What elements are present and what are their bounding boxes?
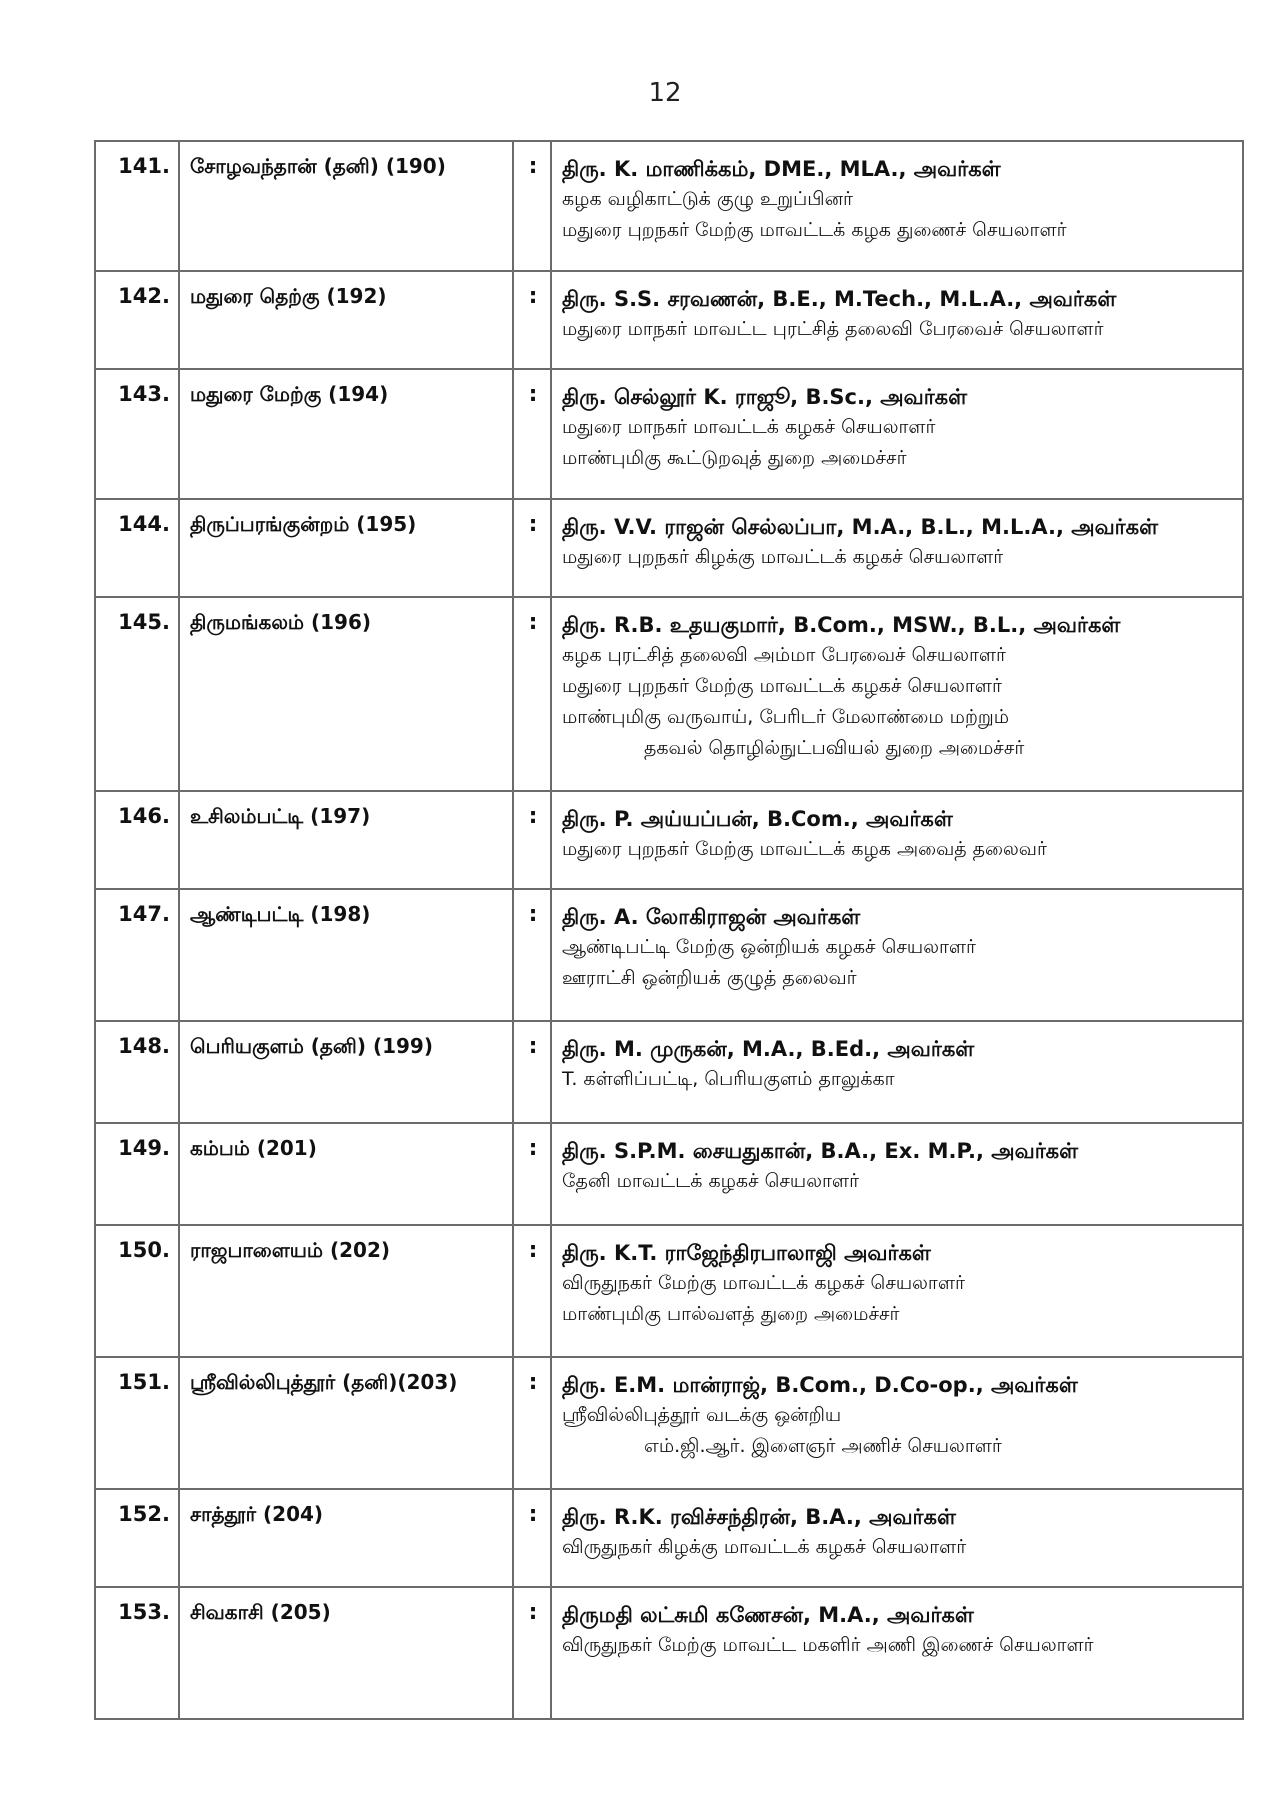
- candidate-name: திரு. S.P.M. சையதுகான், B.A., Ex. M.P., அவர்கள்: [562, 1139, 1079, 1163]
- candidate-name: திரு. செல்லூர் K. ராஜூ, B.Sc., அவர்கள்: [562, 385, 968, 409]
- serial-number: 145.: [95, 597, 179, 791]
- serial-number: 143.: [95, 369, 179, 499]
- table-row: [95, 889, 1243, 1021]
- candidate-info: [551, 499, 1243, 597]
- candidate-table-body: [95, 141, 1243, 1719]
- table-row: [95, 1021, 1243, 1123]
- candidate-position: கழக வழிகாட்டுக் குழு உறுப்பினர்: [562, 188, 853, 210]
- table-row: [95, 499, 1243, 597]
- candidate-position: ஆண்டிபட்டி மேற்கு ஒன்றியக் கழகச் செயலாளர்: [562, 936, 976, 958]
- candidate-info: [551, 889, 1243, 1021]
- separator-colon: :: [513, 1489, 551, 1587]
- candidate-info: [551, 141, 1243, 271]
- table-row: [95, 1489, 1243, 1587]
- candidate-position: மதுரை புறநகர் மேற்கு மாவட்டக் கழக துணைச் செயலாளர்: [562, 219, 1067, 241]
- candidate-position: மதுரை மாநகர் மாவட்ட புரட்சித் தலைவி பேரவைச் செயலாளர்: [562, 318, 1104, 340]
- serial-number: 152.: [95, 1489, 179, 1587]
- constituency-name: சிவகாசி (205): [179, 1587, 513, 1719]
- separator-colon: :: [513, 791, 551, 889]
- candidate-position: எம்.ஜி.ஆர். இளைஞர் அணிச் செயலாளர்: [644, 1435, 1002, 1457]
- separator-colon: :: [513, 1587, 551, 1719]
- separator-colon: :: [513, 1357, 551, 1489]
- table-row: [95, 271, 1243, 369]
- candidate-position: மதுரை மாநகர் மாவட்டக் கழகச் செயலாளர்: [562, 416, 936, 438]
- table-row: [95, 141, 1243, 271]
- table-row: [95, 1587, 1243, 1719]
- candidate-position: ஸ்ரீவில்லிபுத்தூர் வடக்கு ஒன்றிய: [562, 1404, 842, 1426]
- candidate-position: ஊராட்சி ஒன்றியக் குழுத் தலைவர்: [562, 967, 857, 989]
- candidate-position: தேனி மாவட்டக் கழகச் செயலாளர்: [562, 1170, 859, 1192]
- constituency-name: மதுரை தெற்கு (192): [179, 271, 513, 369]
- candidate-info: [551, 369, 1243, 499]
- serial-number: 153.: [95, 1587, 179, 1719]
- constituency-name: ஆண்டிபட்டி (198): [179, 889, 513, 1021]
- candidate-position: விருதுநகர் மேற்கு மாவட்டக் கழகச் செயலாளர்: [562, 1272, 965, 1294]
- candidate-position: கழக புரட்சித் தலைவி அம்மா பேரவைச் செயலாளர்: [562, 644, 1006, 666]
- candidate-info: [551, 1123, 1243, 1225]
- constituency-name: திருப்பரங்குன்றம் (195): [179, 499, 513, 597]
- serial-number: 149.: [95, 1123, 179, 1225]
- candidate-position: தகவல் தொழில்நுட்பவியல் துறை அமைச்சர்: [644, 737, 1025, 759]
- serial-number: 148.: [95, 1021, 179, 1123]
- constituency-name: மதுரை மேற்கு (194): [179, 369, 513, 499]
- constituency-name: திருமங்கலம் (196): [179, 597, 513, 791]
- candidate-position: மாண்புமிகு வருவாய், பேரிடர் மேலாண்மை மற்றும்: [562, 706, 1010, 728]
- separator-colon: :: [513, 369, 551, 499]
- serial-number: 144.: [95, 499, 179, 597]
- separator-colon: :: [513, 141, 551, 271]
- candidate-info: [551, 597, 1243, 791]
- candidate-info: [551, 271, 1243, 369]
- table-row: [95, 369, 1243, 499]
- candidate-position: T. கள்ளிப்பட்டி, பெரியகுளம் தாலுக்கா: [562, 1068, 895, 1090]
- serial-number: 146.: [95, 791, 179, 889]
- candidate-table: [94, 140, 1244, 1720]
- separator-colon: :: [513, 889, 551, 1021]
- serial-number: 150.: [95, 1225, 179, 1357]
- table-row: [95, 597, 1243, 791]
- candidate-position: விருதுநகர் மேற்கு மாவட்ட மகளிர் அணி இணைச் செயலாளர்: [562, 1634, 1094, 1656]
- constituency-name: சோழவந்தான் (தனி) (190): [179, 141, 513, 271]
- candidate-name: திரு. M. முருகன், M.A., B.Ed., அவர்கள்: [562, 1037, 975, 1061]
- candidate-info: [551, 1587, 1243, 1719]
- candidate-name: திரு. R.K. ரவிச்சந்திரன், B.A., அவர்கள்: [562, 1505, 956, 1529]
- candidate-position: மாண்புமிகு கூட்டுறவுத் துறை அமைச்சர்: [562, 447, 907, 469]
- candidate-info: [551, 1021, 1243, 1123]
- candidate-position: மதுரை புறநகர் மேற்கு மாவட்டக் கழகச் செயலாளர்: [562, 675, 1002, 697]
- serial-number: 147.: [95, 889, 179, 1021]
- candidate-info: [551, 1489, 1243, 1587]
- candidate-name: திரு. P. அய்யப்பன், B.Com., அவர்கள்: [562, 807, 953, 831]
- candidate-info: [551, 791, 1243, 889]
- separator-colon: :: [513, 271, 551, 369]
- candidate-name: திருமதி லட்சுமி கணேசன், M.A., அவர்கள்: [562, 1603, 974, 1627]
- candidate-name: திரு. K. மாணிக்கம், DME., MLA., அவர்கள்: [562, 157, 1001, 181]
- candidate-name: திரு. E.M. மான்ராஜ், B.Com., D.Co-op., அவர்கள்: [562, 1373, 1078, 1397]
- separator-colon: :: [513, 1123, 551, 1225]
- separator-colon: :: [513, 1021, 551, 1123]
- constituency-name: உசிலம்பட்டி (197): [179, 791, 513, 889]
- separator-colon: :: [513, 597, 551, 791]
- candidate-name: திரு. K.T. ராஜேந்திரபாலாஜி அவர்கள்: [562, 1241, 931, 1265]
- table-row: [95, 1225, 1243, 1357]
- constituency-name: ராஜபாளையம் (202): [179, 1225, 513, 1357]
- separator-colon: :: [513, 499, 551, 597]
- table-row: [95, 1357, 1243, 1489]
- serial-number: 142.: [95, 271, 179, 369]
- candidate-position: மாண்புமிகு பால்வளத் துறை அமைச்சர்: [562, 1303, 900, 1325]
- candidate-name: திரு. A. லோகிராஜன் அவர்கள்: [562, 905, 861, 929]
- table-row: [95, 1123, 1243, 1225]
- candidate-name: திரு. R.B. உதயகுமார், B.Com., MSW., B.L., அவர்கள்: [562, 613, 1121, 637]
- table-row: [95, 791, 1243, 889]
- constituency-name: சாத்தூர் (204): [179, 1489, 513, 1587]
- constituency-name: கம்பம் (201): [179, 1123, 513, 1225]
- candidate-position: விருதுநகர் கிழக்கு மாவட்டக் கழகச் செயலாளர்: [562, 1536, 967, 1558]
- constituency-name: ஸ்ரீவில்லிபுத்தூர் (தனி)(203): [179, 1357, 513, 1489]
- separator-colon: :: [513, 1225, 551, 1357]
- candidate-position: மதுரை புறநகர் கிழக்கு மாவட்டக் கழகச் செயலாளர்: [562, 546, 1004, 568]
- constituency-name: பெரியகுளம் (தனி) (199): [179, 1021, 513, 1123]
- candidate-name: திரு. V.V. ராஜன் செல்லப்பா, M.A., B.L., M.L.A., அவர்கள்: [562, 515, 1159, 539]
- serial-number: 151.: [95, 1357, 179, 1489]
- candidate-info: [551, 1225, 1243, 1357]
- candidate-name: திரு. S.S. சரவணன், B.E., M.Tech., M.L.A., அவர்கள்: [562, 287, 1117, 311]
- candidate-info: [551, 1357, 1243, 1489]
- page-number: 12: [648, 78, 682, 108]
- candidate-position: மதுரை புறநகர் மேற்கு மாவட்டக் கழக அவைத் தலைவர்: [562, 838, 1047, 860]
- serial-number: 141.: [95, 141, 179, 271]
